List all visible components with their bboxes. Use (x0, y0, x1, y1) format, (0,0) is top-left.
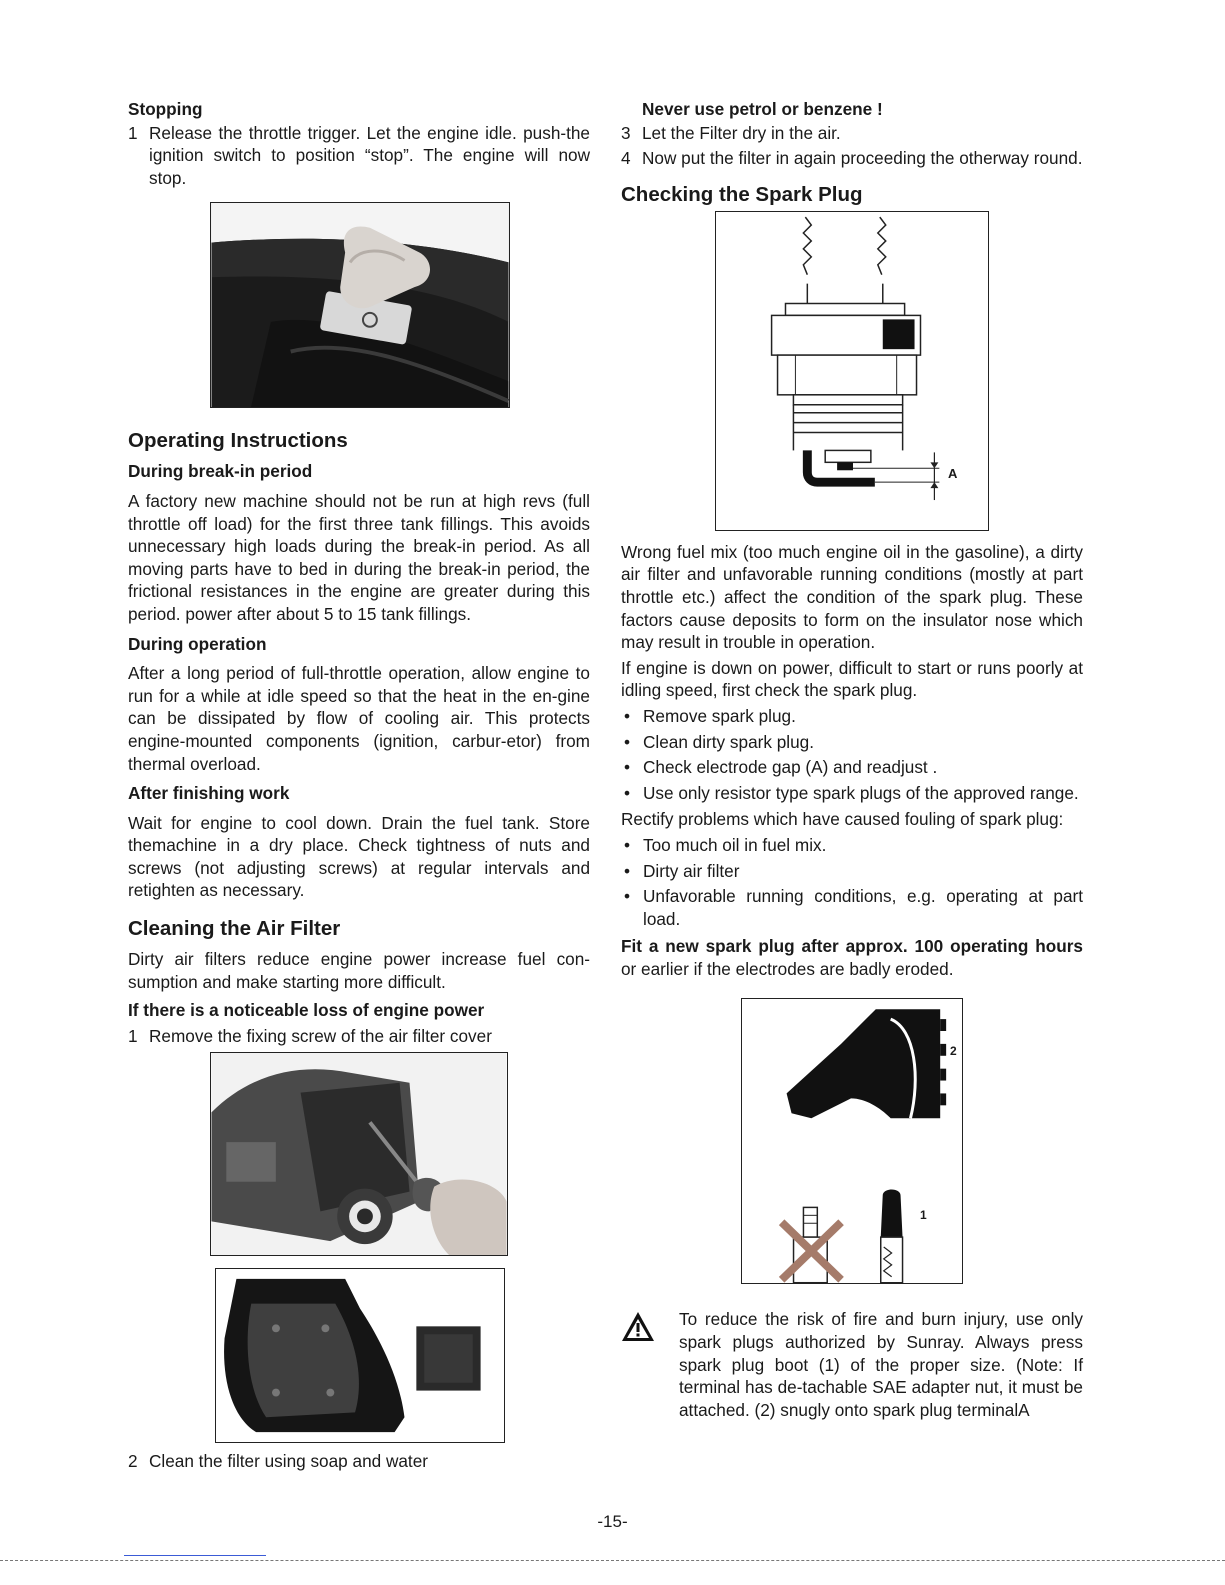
list-item-text: Clean dirty spark plug. (643, 731, 815, 752)
list-item (621, 885, 1083, 930)
bullet-marker: • (624, 834, 631, 855)
boot-label-2: 2 (950, 1044, 957, 1059)
safety-warning (621, 1308, 1083, 1421)
filter-cover-and-pad-image (216, 1269, 504, 1442)
during-operation-paragraph: After a long period of full-throttle operation, allow engine to run for a while at idle speed so that the heat in the en-gine can be dissipated by flow of cooling air. This protects engine-mounted components (ignition, carbur-etor) from thermal overload. (128, 663, 590, 774)
list-item (621, 705, 1083, 728)
stopping-heading: Stopping (128, 99, 203, 119)
step-number: 2 (128, 1451, 138, 1472)
step-text: Clean the filter using soap and water (149, 1451, 428, 1472)
list-item (621, 834, 1083, 857)
air-filter-cover-photo (210, 1052, 508, 1256)
step-text: Let the Filter dry in the air. (642, 122, 841, 143)
ignition-switch-image (211, 203, 509, 407)
spark-plug-paragraph-1: Wrong fuel mix (too much engine oil in the gasoline), a dirty air filter and unfavorable running conditions (mostly at part throttle etc.) affect the condition of the spark plug. These factors cause deposits to form on the insulator nose which may result in trouble in operation. (621, 541, 1083, 653)
during-operation-heading: During operation (128, 633, 267, 654)
rectify-paragraph: Rectify problems which have caused fouling of spark plug: (621, 809, 1064, 830)
replacement-interval-bold: Fit a new spark plug after approx. 100 operating hours (621, 936, 1083, 957)
step-text: Remove the fixing screw of the air filter cover (149, 1025, 492, 1046)
cleaning-air-filter-heading: Cleaning the Air Filter (128, 917, 341, 941)
list-item-text: Remove spark plug. (643, 705, 796, 726)
list-item-text: Check electrode gap (A) and readjust . (643, 757, 938, 778)
step-text: Release the throttle trigger. Let the engine idle. push-the ignition switch to position “stop”. The engine will now stop. (149, 122, 590, 188)
list-item-text: Too much oil in fuel mix. (643, 834, 827, 855)
air-filter-element-photo (215, 1268, 505, 1443)
left-column (128, 96, 590, 1473)
footer-link-underline (124, 1555, 266, 1556)
bullet-marker: • (624, 886, 631, 907)
after-finishing-heading: After finishing work (128, 783, 290, 804)
bullet-marker: • (624, 860, 631, 881)
replacement-interval-rest: or earlier if the electrodes are badly eroded. (621, 958, 954, 979)
step-number: 4 (621, 148, 631, 169)
list-item (621, 756, 1083, 779)
fouling-causes-list (621, 834, 1083, 930)
footer-divider (0, 1560, 1225, 1561)
warning-triangle-icon (621, 1310, 655, 1344)
break-in-heading: During break-in period (128, 461, 313, 482)
spark-plug-diagram (715, 211, 989, 531)
right-column (621, 96, 1083, 1421)
gap-label-a: A (948, 465, 958, 481)
step-number: 1 (128, 122, 138, 143)
replacement-interval-paragraph (621, 935, 1083, 980)
step-number: 3 (621, 122, 631, 143)
checking-spark-plug-heading: Checking the Spark Plug (621, 182, 863, 206)
air-filter-step-1 (128, 1025, 590, 1048)
bullet-marker: • (624, 705, 631, 726)
list-item (621, 731, 1083, 754)
loss-of-power-heading: If there is a noticeable loss of engine power (128, 1000, 485, 1021)
air-filter-intro: Dirty air filters reduce engine power increase fuel con-sumption and make starting more difficult. (128, 949, 590, 992)
bullet-marker: • (624, 757, 631, 778)
filter-step-4 (621, 147, 1083, 170)
ignition-switch-photo (210, 202, 510, 408)
bullet-marker: • (624, 782, 631, 803)
spark-plug-checklist (621, 705, 1083, 804)
list-item-text: Dirty air filter (643, 860, 740, 881)
break-in-paragraph: A factory new machine should not be run at high revs (full throttle off load) for the first three tank fillings. This avoids unnecessary high loads during the break-in period. As all moving parts have to bed in during the break-in period, the frictional resistances in the engine are greater during this period. power after about 5 to 15 tank fillings. (128, 490, 590, 624)
list-item-text: Unfavorable running conditions, e.g. operating at part load. (643, 886, 1083, 929)
air-filter-step-2 (128, 1450, 590, 1473)
filter-step-3 (621, 122, 1083, 145)
step-text: Now put the filter in again proceeding the otherway round. (642, 148, 1083, 169)
step-number: 1 (128, 1025, 138, 1046)
bullet-marker: • (624, 731, 631, 752)
after-finishing-paragraph: Wait for engine to cool down. Drain the fuel tank. Store themachine in a dry place. Check tightness of nuts and screws (not adjusting screws) at regular intervals and retighten as necessary. (128, 812, 590, 901)
screwdriver-image (211, 1053, 507, 1255)
list-item (621, 860, 1083, 883)
boot-label-1: 1 (920, 1208, 927, 1223)
stopping-step-1 (128, 122, 590, 190)
page-number: -15- (597, 1512, 628, 1531)
spark-plug-gap-drawing (716, 212, 988, 530)
warning-text: To reduce the risk of fire and burn injury, use only spark plugs authorized by Sunray. Always press spark plug boot (1) of the proper size. (Note: If terminal has de-tachable SAE adapter nut, it must be attached. (2) snugly onto spark plug terminalA (679, 1309, 1083, 1420)
spark-plug-paragraph-2: If engine is down on power, difficult to start or runs poorly at idling speed, first check the spark plug. (621, 657, 1083, 701)
spark-plug-boot-diagram (741, 998, 963, 1284)
spark-plug-boot-drawing (742, 999, 962, 1283)
operating-instructions-heading: Operating Instructions (128, 429, 348, 453)
never-use-petrol-warning: Never use petrol or benzene ! (642, 99, 883, 119)
list-item (621, 782, 1083, 805)
list-item-text: Use only resistor type spark plugs of the approved range. (643, 782, 1079, 803)
